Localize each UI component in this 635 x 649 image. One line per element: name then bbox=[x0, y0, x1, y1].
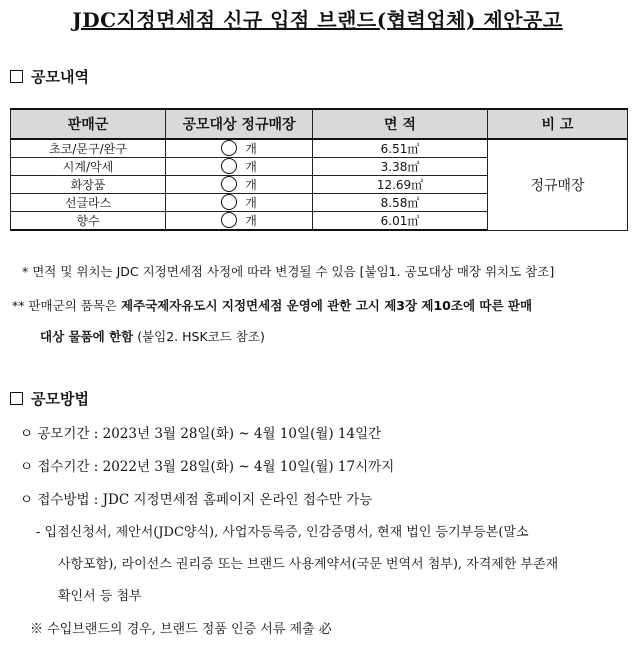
page-title: JDC지정면세점 신규 입점 브랜드(협력업체) 제안공고 bbox=[72, 8, 563, 32]
table-header: 비 고 bbox=[488, 109, 628, 139]
table-header-row bbox=[11, 109, 628, 139]
cell-area: 6.51㎡ bbox=[313, 139, 488, 158]
method-period: ㅇ 공모기간 : 2023년 3월 28일(화) ~ 4월 10일(월) 14일간 bbox=[20, 426, 382, 442]
checkbox-square-icon bbox=[10, 392, 23, 405]
section-heading-method bbox=[10, 388, 89, 409]
cell-area: 3.38㎡ bbox=[313, 158, 488, 176]
cell-unit: 개 bbox=[245, 196, 257, 210]
note-text: ** 판매군의 품목은 bbox=[12, 298, 121, 313]
table-header: 공모대상 정규매장 bbox=[166, 109, 313, 139]
blank-circle-icon bbox=[221, 140, 237, 156]
cell-area: 8.58㎡ bbox=[313, 194, 488, 212]
note-text: (붙임2. HSK코드 참조) bbox=[133, 329, 265, 344]
blank-circle-icon bbox=[221, 194, 237, 210]
note-item-scope-cont bbox=[40, 327, 630, 347]
cell-count bbox=[166, 158, 313, 176]
method-docs-line2: 사항포함), 라이선스 권리증 또는 브랜드 사용계약서(국문 번역서 첨부), 자격제한 부존재 bbox=[58, 557, 559, 572]
cell-unit: 개 bbox=[245, 160, 257, 174]
cell-area: 12.69㎡ bbox=[313, 176, 488, 194]
cell-group: 초코/문구/완구 bbox=[11, 139, 166, 158]
section-heading-label: 공모내역 bbox=[31, 68, 89, 86]
section-heading-label: 공모방법 bbox=[31, 390, 89, 408]
table-header: 면 적 bbox=[313, 109, 488, 139]
note-bold-text: 대상 물품에 한함 bbox=[40, 329, 134, 344]
checkbox-square-icon bbox=[10, 70, 23, 83]
cell-count bbox=[166, 212, 313, 231]
cell-remark: 정규매장 bbox=[488, 139, 628, 230]
cell-count bbox=[166, 176, 313, 194]
cell-group: 향수 bbox=[11, 212, 166, 231]
cell-unit: 개 bbox=[245, 178, 257, 192]
blank-circle-icon bbox=[221, 176, 237, 192]
cell-group: 화장품 bbox=[11, 176, 166, 194]
method-docs-line3: 확인서 등 첨부 bbox=[58, 589, 142, 604]
cell-unit: 개 bbox=[245, 214, 257, 228]
cell-group: 시계/악세 bbox=[11, 158, 166, 176]
note-item-scope bbox=[12, 296, 630, 316]
method-docs-line1: - 입점신청서, 제안서(JDC양식), 사업자등록증, 인감증명서, 현재 법인 등기부등본(말소 bbox=[36, 525, 529, 540]
cell-count bbox=[166, 139, 313, 158]
blank-circle-icon bbox=[221, 158, 237, 174]
table-row bbox=[11, 139, 628, 158]
table-header: 판매군 bbox=[11, 109, 166, 139]
note-area-location: * 면적 및 위치는 JDC 지정면세점 사정에 따라 변경될 수 있음 [붙임1. 공모대상 매장 위치도 참조] bbox=[22, 264, 555, 279]
method-receipt-way: ㅇ 접수방법 : JDC 지정면세점 홈페이지 온라인 접수만 가능 bbox=[20, 492, 373, 508]
cell-group: 선글라스 bbox=[11, 194, 166, 212]
note-bold-text: 제주국제자유도시 지정면세점 운영에 관한 고시 제3장 제10조에 따른 판매 bbox=[120, 298, 533, 313]
cell-area: 6.01㎡ bbox=[313, 212, 488, 231]
cell-unit: 개 bbox=[245, 142, 257, 156]
section-heading-recruit bbox=[10, 66, 89, 87]
method-import-warning: ※ 수입브랜드의 경우, 브랜드 정품 인증 서류 제출 必 bbox=[30, 622, 332, 637]
method-receipt-period: ㅇ 접수기간 : 2022년 3월 28일(화) ~ 4월 10일(월) 17시까지 bbox=[20, 459, 395, 475]
cell-count bbox=[166, 194, 313, 212]
recruit-table bbox=[10, 108, 628, 231]
blank-circle-icon bbox=[221, 212, 237, 228]
